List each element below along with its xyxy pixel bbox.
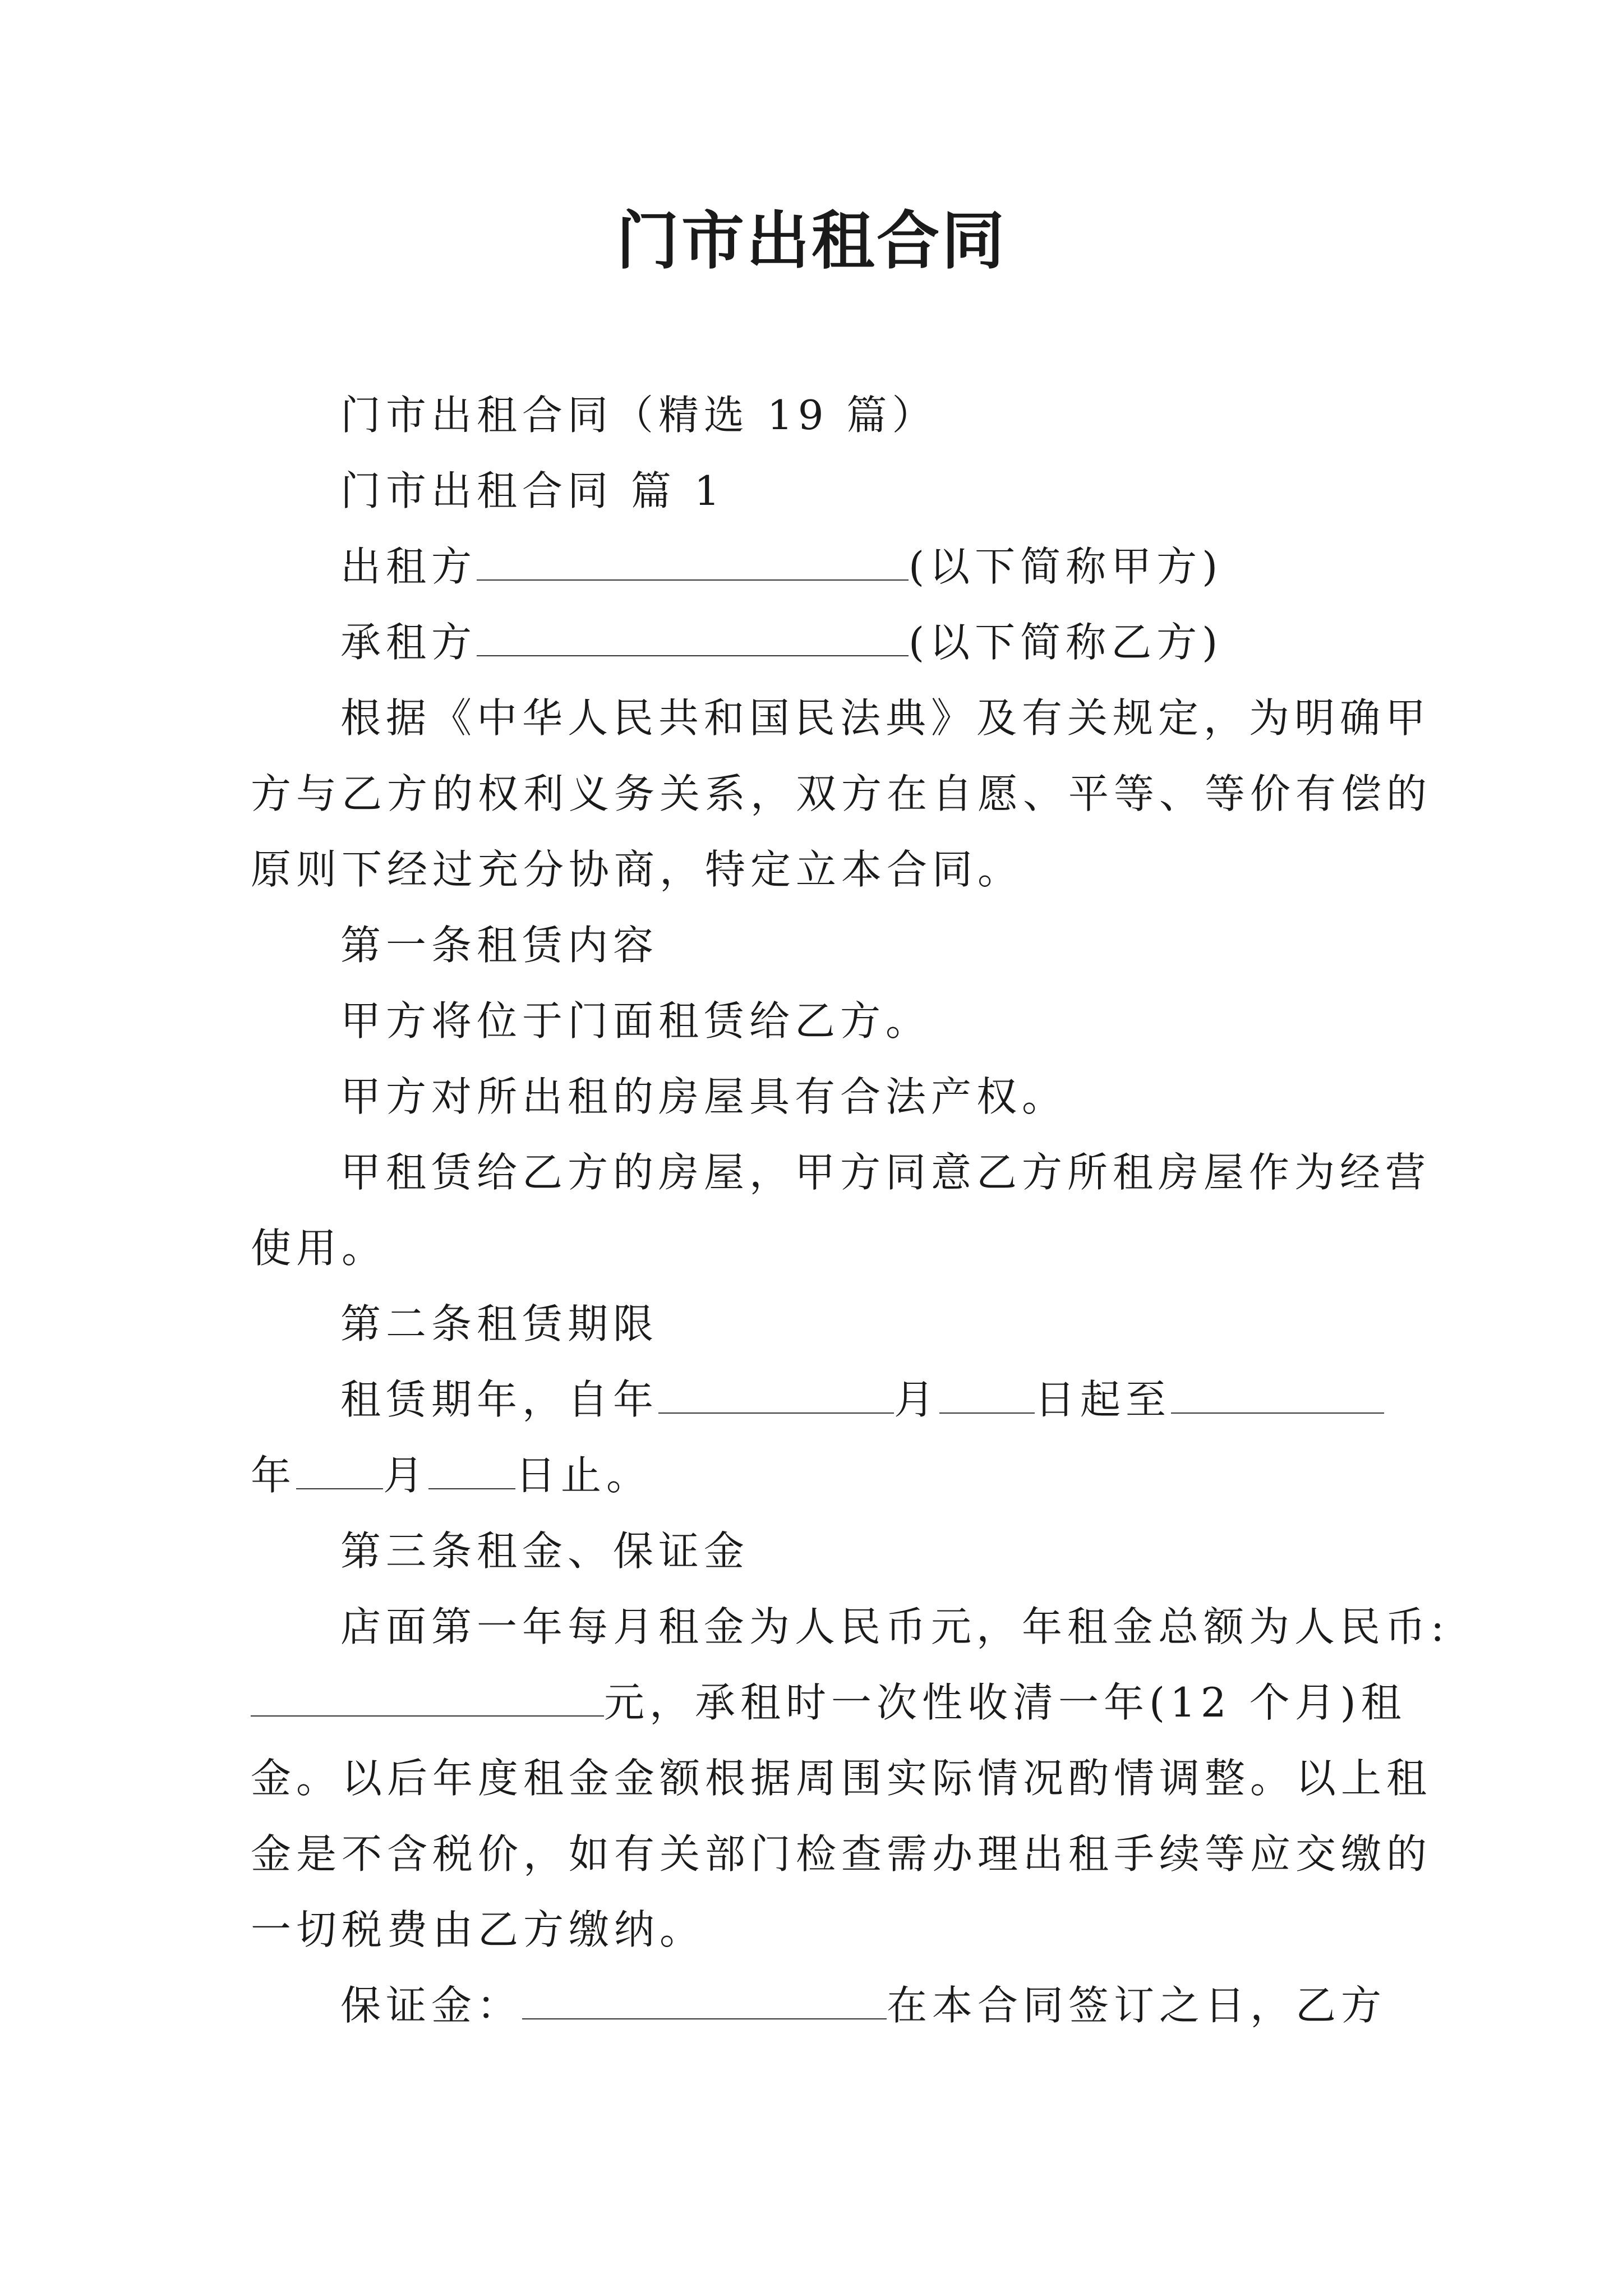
article-3-line-2-text: 元，承租时一次性收清一年(12 个月)租 (604, 1679, 1407, 1726)
end-day-blank (428, 1449, 515, 1489)
article-1-para-2: 甲方对所出租的房屋具有合法产权。 (340, 1073, 1068, 1120)
article-3-line-4: 金是不含税价，如有关部门检查需办理出租手续等应交缴的 (251, 1830, 1432, 1878)
year-label: 年 (251, 1452, 297, 1499)
deposit-blank (522, 1979, 887, 2019)
deposit-tail-text: 在本合同签订之日，乙方 (887, 1982, 1387, 2029)
article-2-heading: 第二条租赁期限 (340, 1300, 659, 1347)
article-3-line-1: 店面第一年每月租金为人民币元，年租金总额为人民币: (340, 1603, 1450, 1650)
month-label: 月 (894, 1376, 940, 1423)
deposit-label: 保证金： (340, 1982, 523, 2029)
document-title: 门市出租合同 (616, 204, 1007, 278)
article-1-para-3-line-1: 甲租赁给乙方的房屋，甲方同意乙方所租房屋作为经营 (340, 1149, 1431, 1196)
lessor-blank (477, 540, 909, 581)
day-end-label: 日止。 (515, 1452, 652, 1499)
article-1-para-1: 甲方将位于门面租赁给乙方。 (340, 997, 932, 1045)
article-2-line-2 (251, 1447, 1389, 1503)
article-3-line-3: 金。以后年度租金金额根据周围实际情况酌情调整。以上租 (251, 1755, 1432, 1802)
intro-line-2: 方与乙方的权利义务关系，双方在自愿、平等、等价有偿的 (251, 770, 1432, 817)
annual-rent-blank (251, 1676, 604, 1717)
article-2-line-1 (340, 1372, 1389, 1428)
lessee-line (340, 614, 1389, 670)
article-3-line-5: 一切税费由乙方缴纳。 (251, 1906, 706, 1953)
day-from-label: 日起至 (1035, 1376, 1172, 1423)
lessee-label: 承租方 (340, 619, 477, 666)
intro-line-1: 根据《中华人民共和国民法典》及有关规定，为明确甲 (340, 694, 1431, 742)
start-month-blank (939, 1373, 1035, 1414)
lessor-line (340, 539, 1389, 595)
article-3-line-2 (251, 1674, 1407, 1731)
intro-line-3: 原则下经过充分协商，特定立本合同。 (251, 846, 1023, 893)
lease-term-text: 租赁期年，自年 (340, 1376, 659, 1423)
lessee-suffix: (以下简称乙方) (909, 619, 1223, 666)
lessor-suffix: (以下简称甲方) (909, 543, 1223, 590)
article-1-para-3-line-2: 使用。 (251, 1225, 388, 1272)
deposit-line (340, 1977, 1389, 2033)
end-month-blank (296, 1449, 383, 1489)
month-label-2: 月 (383, 1452, 429, 1499)
lessee-blank (477, 616, 909, 656)
article-1-heading: 第一条租赁内容 (340, 922, 659, 969)
section-heading: 门市出租合同 篇 1 (340, 467, 725, 514)
end-year-blank (1171, 1373, 1384, 1414)
lessor-label: 出租方 (340, 543, 477, 590)
article-3-heading: 第三条租金、保证金 (340, 1527, 750, 1575)
start-year-blank (658, 1373, 894, 1414)
subtitle: 门市出租合同（精选 19 篇） (340, 392, 938, 439)
